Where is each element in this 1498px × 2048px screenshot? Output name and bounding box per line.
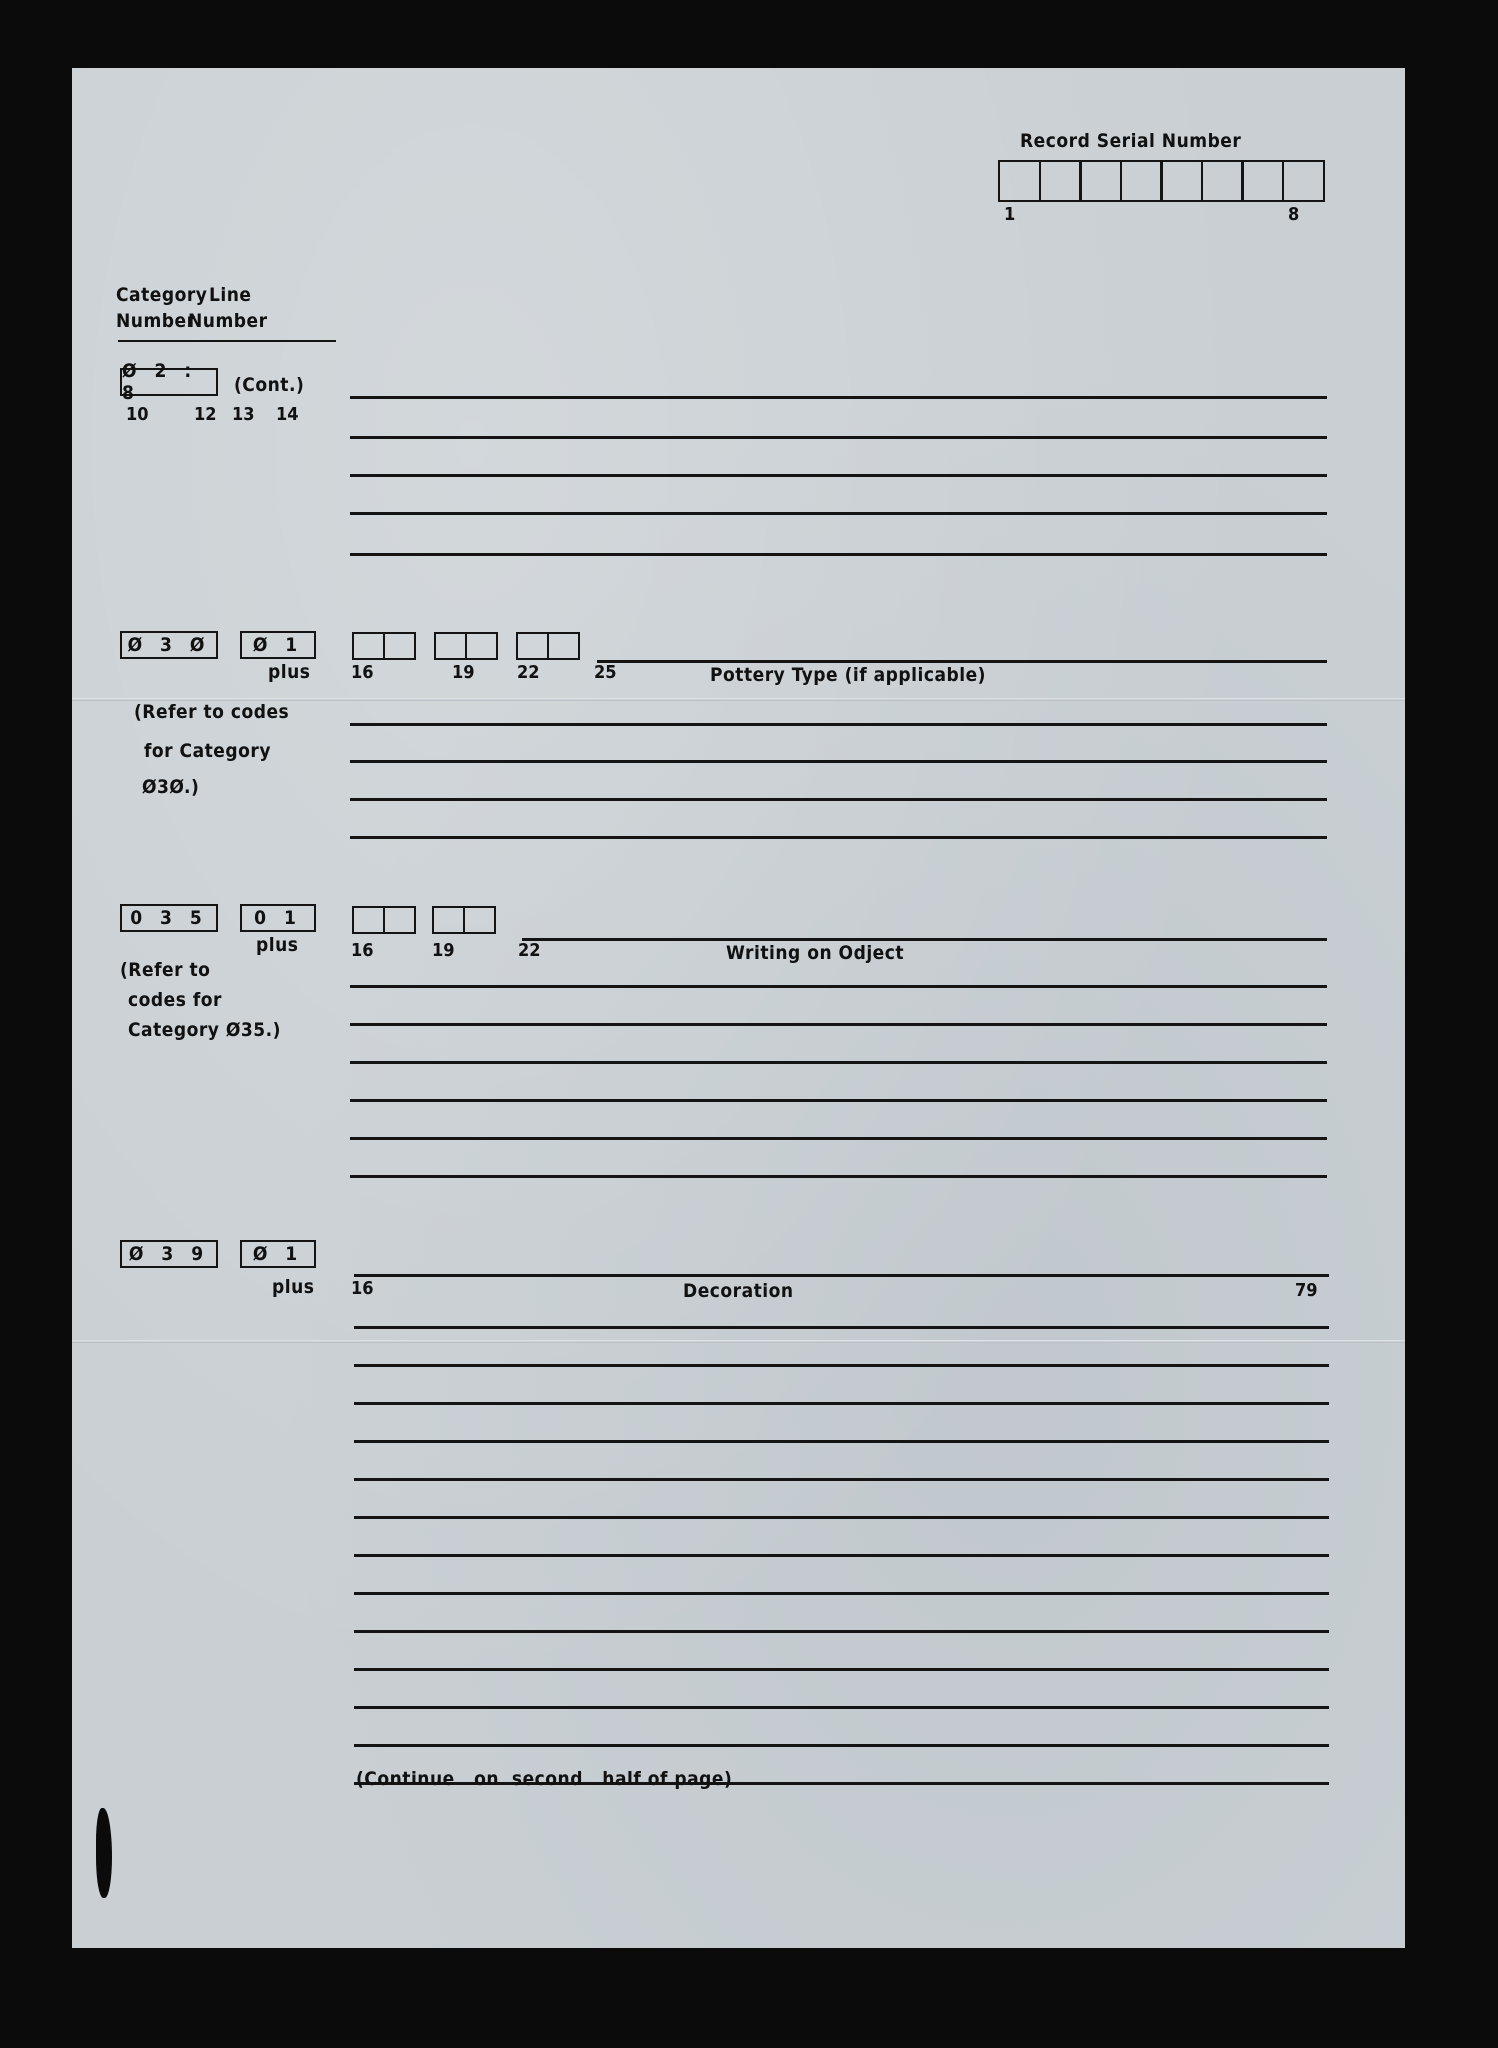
code-boxes-16[interactable]	[352, 906, 413, 934]
code-boxes-19[interactable]	[432, 906, 493, 934]
plus-label: plus	[256, 934, 299, 956]
serial-start-index: 1	[1004, 204, 1016, 225]
entry-line[interactable]	[350, 436, 1327, 439]
col-79: 79	[1295, 1280, 1318, 1301]
entry-line[interactable]	[354, 1326, 1329, 1329]
entry-line[interactable]	[350, 798, 1327, 801]
col-16: 16	[351, 940, 374, 961]
entry-line[interactable]	[350, 1099, 1327, 1102]
serial-digit-box[interactable]	[998, 160, 1041, 202]
col-22: 22	[517, 662, 540, 683]
entry-line[interactable]	[350, 723, 1327, 726]
col-10: 10	[126, 404, 149, 425]
serial-digit-box[interactable]	[1079, 160, 1122, 202]
code-boxes-19[interactable]	[434, 632, 495, 660]
line-number-box: Ø 1	[240, 1240, 316, 1268]
entry-line[interactable]	[350, 512, 1327, 515]
code-digit-box[interactable]	[516, 632, 549, 660]
writing-on-object-label: Writing on Odject	[726, 942, 905, 964]
col-19: 19	[452, 662, 475, 683]
refer-note-line-3: Ø3Ø.)	[142, 776, 200, 798]
fold-crease	[72, 1340, 1405, 1343]
line-number-box: Ø 1	[240, 631, 316, 659]
entry-line[interactable]	[354, 1668, 1329, 1671]
col-16: 16	[351, 1278, 374, 1299]
plus-label: plus	[268, 661, 311, 683]
refer-note-line-1: (Refer to codes	[134, 701, 290, 723]
torn-corner	[96, 1808, 112, 1898]
serial-end-index: 8	[1288, 204, 1300, 225]
decoration-line[interactable]	[354, 1274, 1329, 1277]
category-code-box: Ø 2 : 8	[120, 368, 218, 396]
record-serial-boxes[interactable]	[998, 160, 1322, 202]
refer-note-line-2: for Category	[144, 740, 271, 762]
code-digit-box[interactable]	[434, 632, 467, 660]
entry-line[interactable]	[350, 985, 1327, 988]
entry-line[interactable]	[350, 553, 1327, 556]
entry-line[interactable]	[354, 1744, 1329, 1747]
pottery-type-label: Pottery Type (if applicable)	[710, 664, 986, 686]
code-boxes-16[interactable]	[352, 632, 413, 660]
entry-line[interactable]	[354, 1364, 1329, 1367]
code-digit-box[interactable]	[432, 906, 465, 934]
refer-note-line-2: codes for	[128, 989, 222, 1011]
col-12: 12	[194, 404, 217, 425]
line-number-box: 0 1	[240, 904, 316, 932]
plus-label: plus	[272, 1276, 315, 1298]
entry-line[interactable]	[354, 1402, 1329, 1405]
serial-digit-box[interactable]	[1282, 160, 1325, 202]
code-digit-box[interactable]	[465, 632, 498, 660]
entry-line[interactable]	[350, 474, 1327, 477]
line-heading: Line	[209, 284, 252, 306]
entry-line[interactable]	[350, 1175, 1327, 1178]
category-code-box: Ø 3 Ø	[120, 631, 218, 659]
serial-digit-box[interactable]	[1201, 160, 1244, 202]
code-digit-box[interactable]	[383, 632, 416, 660]
entry-line[interactable]	[350, 1023, 1327, 1026]
category-code-box: 0 3 5	[120, 904, 218, 932]
refer-note-line-3: Category Ø35.)	[128, 1019, 281, 1041]
entry-line[interactable]	[354, 1706, 1329, 1709]
category-heading: Category	[116, 284, 208, 306]
writing-line[interactable]	[522, 938, 1327, 941]
entry-line[interactable]	[354, 1592, 1329, 1595]
code-boxes-22[interactable]	[516, 632, 577, 660]
entry-line[interactable]	[350, 396, 1327, 399]
code-digit-box[interactable]	[352, 906, 385, 934]
entry-line[interactable]	[354, 1516, 1329, 1519]
heading-underline	[118, 340, 336, 342]
serial-digit-box[interactable]	[1241, 160, 1284, 202]
refer-note-line-1: (Refer to	[120, 959, 211, 981]
serial-digit-box[interactable]	[1160, 160, 1203, 202]
code-digit-box[interactable]	[547, 632, 580, 660]
col-19: 19	[432, 940, 455, 961]
entry-line[interactable]	[350, 760, 1327, 763]
code-digit-box[interactable]	[352, 632, 385, 660]
entry-line[interactable]	[354, 1440, 1329, 1443]
serial-digit-box[interactable]	[1120, 160, 1163, 202]
code-digit-box[interactable]	[383, 906, 416, 934]
col-25: 25	[594, 662, 617, 683]
number-heading-2: Number	[188, 310, 268, 332]
continue-note: (Continue on second half of page)	[356, 1768, 733, 1790]
col-14: 14	[276, 404, 299, 425]
serial-digit-box[interactable]	[1039, 160, 1082, 202]
entry-line[interactable]	[354, 1630, 1329, 1633]
col-13: 13	[232, 404, 255, 425]
cont-label: (Cont.)	[234, 374, 305, 396]
record-serial-label: Record Serial Number	[1020, 130, 1242, 152]
pottery-type-line[interactable]	[597, 660, 1327, 663]
entry-line[interactable]	[350, 1137, 1327, 1140]
entry-line[interactable]	[354, 1554, 1329, 1557]
form-sheet	[72, 68, 1405, 1948]
entry-line[interactable]	[354, 1478, 1329, 1481]
entry-line[interactable]	[350, 836, 1327, 839]
col-22: 22	[518, 940, 541, 961]
category-code-box: Ø 3 9	[120, 1240, 218, 1268]
entry-line[interactable]	[350, 1061, 1327, 1064]
col-16: 16	[351, 662, 374, 683]
decoration-label: Decoration	[683, 1280, 794, 1302]
code-digit-box[interactable]	[463, 906, 496, 934]
number-heading-1: Number	[116, 310, 196, 332]
